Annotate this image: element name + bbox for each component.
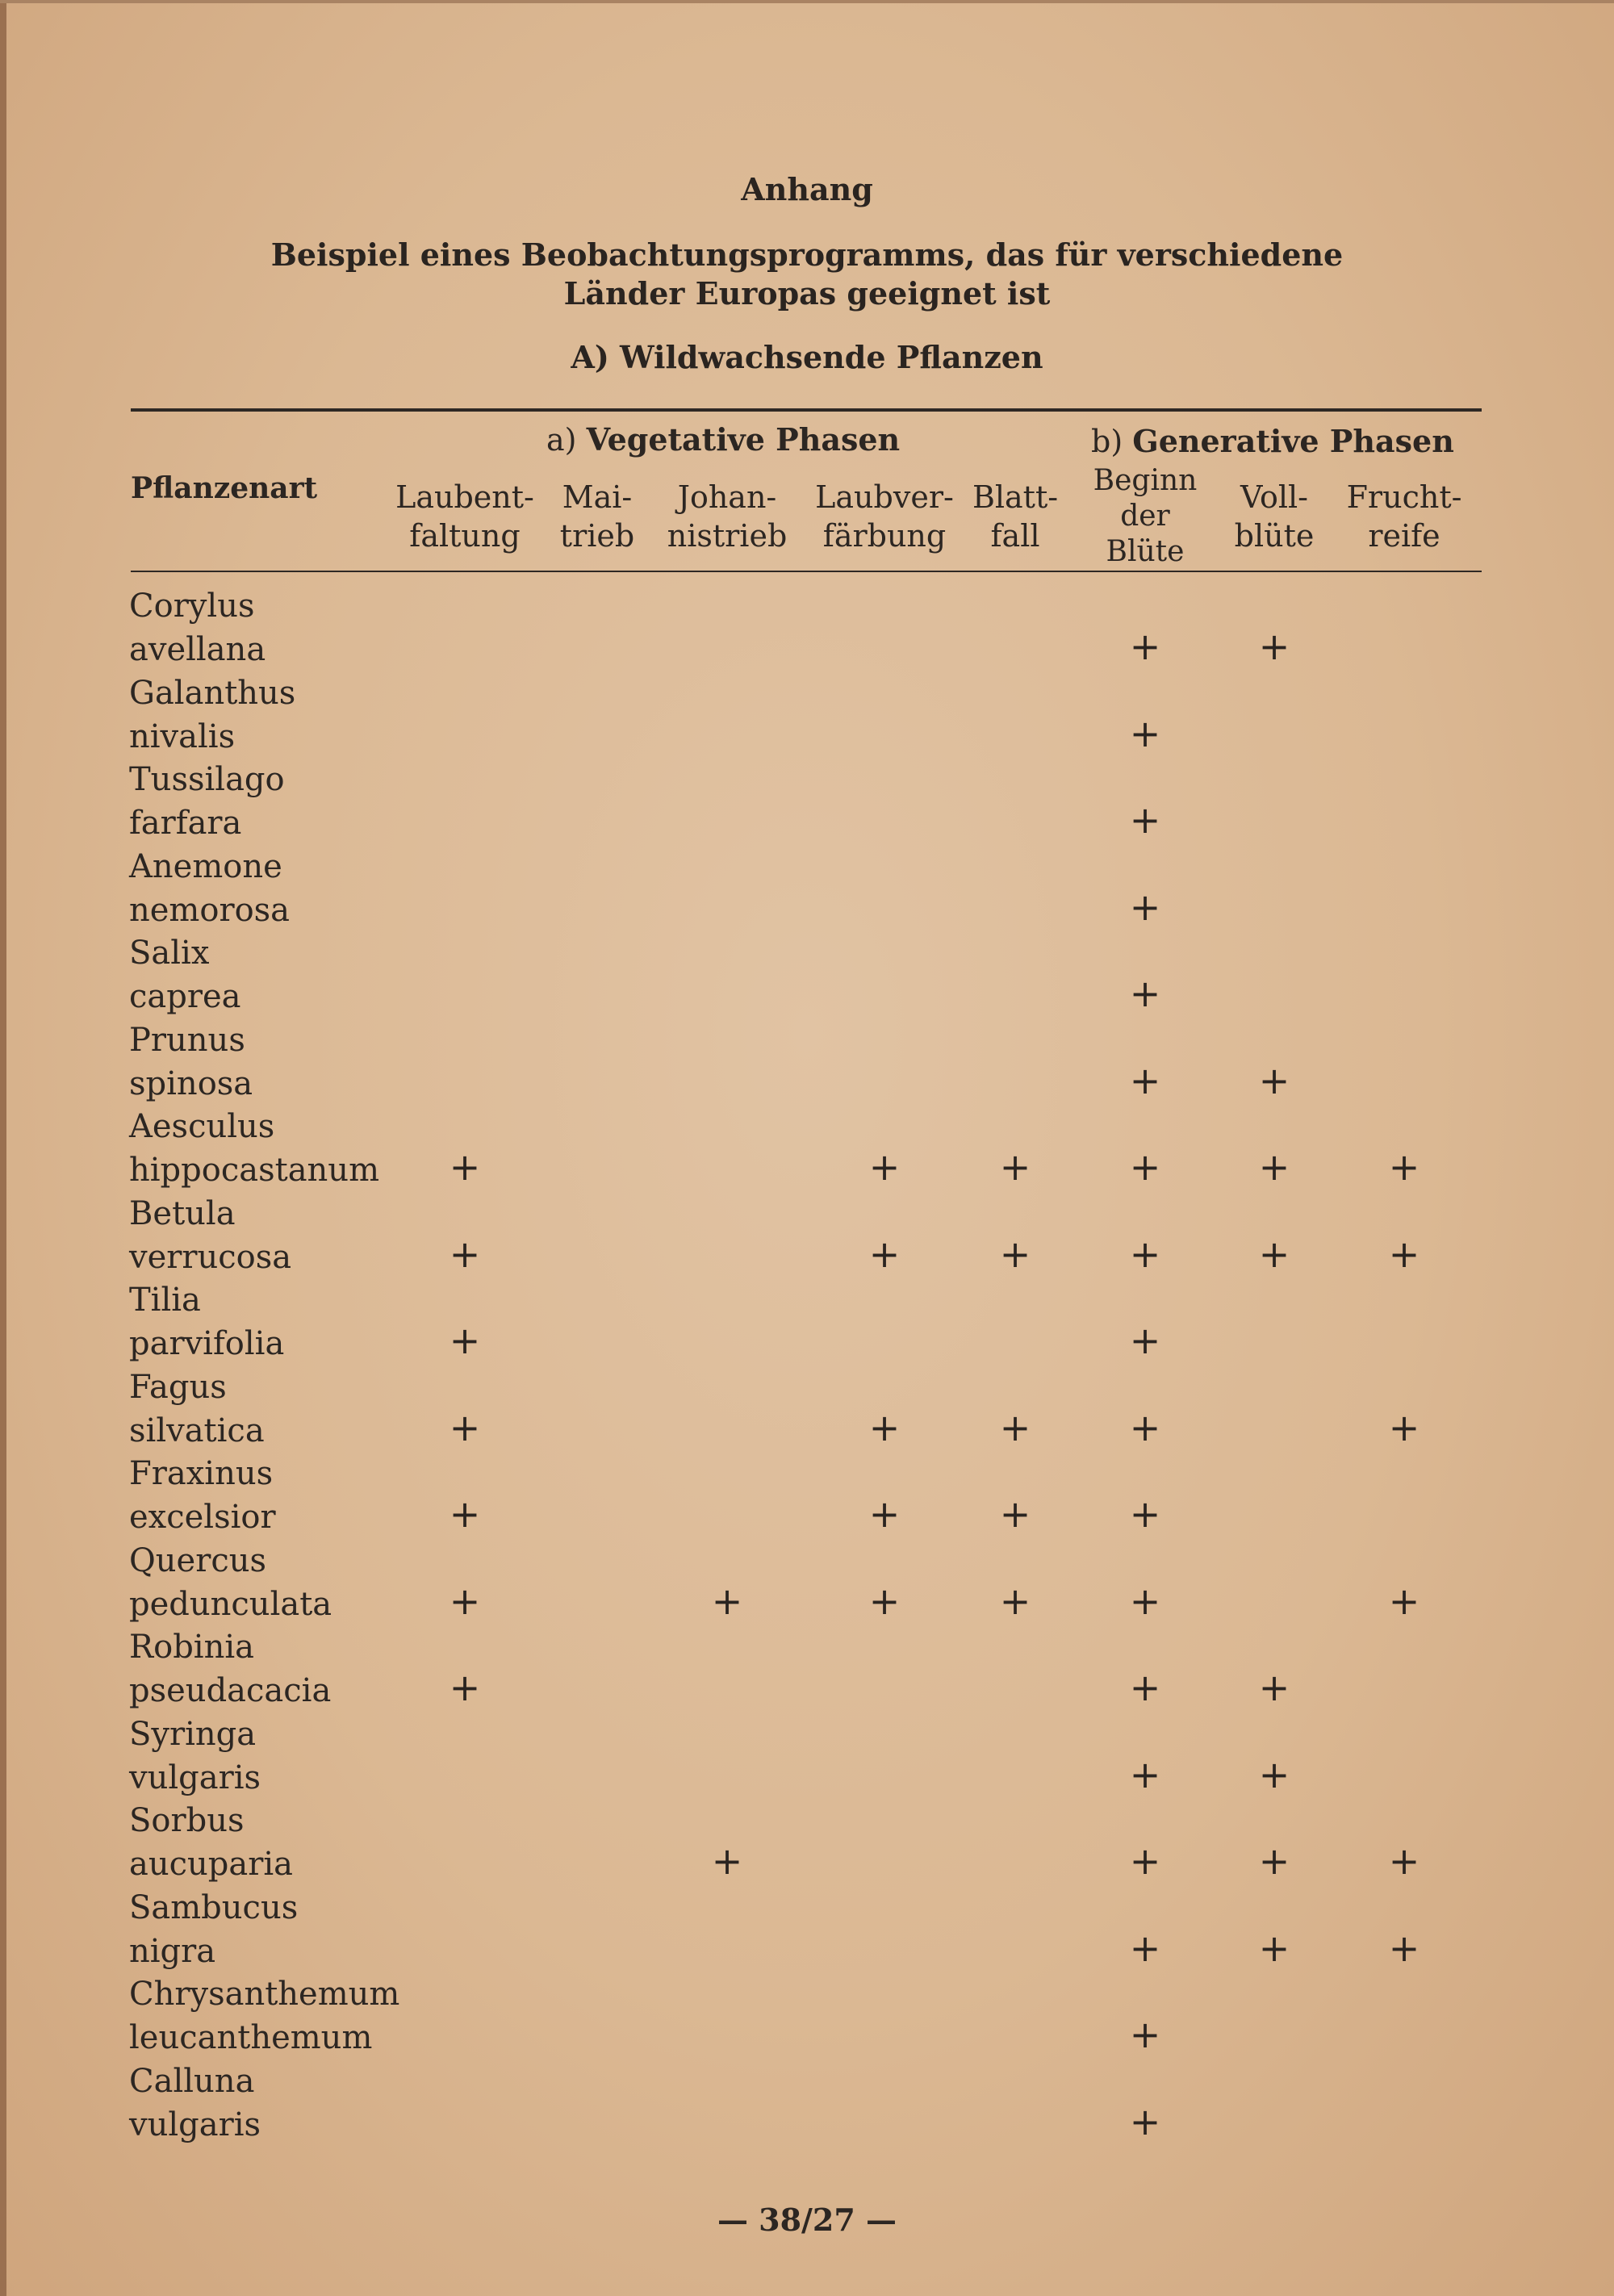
column-header-line: blüte — [1234, 518, 1315, 554]
table-row-species — [129, 1365, 265, 1453]
species-epithet: vulgaris — [129, 1759, 261, 1796]
column-header-line: fall — [990, 518, 1040, 554]
species-genus: Syringa — [129, 1716, 257, 1753]
group-header-generative — [1091, 423, 1454, 459]
plus-mark: + — [1258, 1839, 1290, 1883]
plus-mark: + — [1129, 1406, 1161, 1449]
plus-mark: + — [449, 1579, 481, 1623]
table-row-species — [129, 1452, 276, 1539]
plus-mark: + — [868, 1145, 901, 1189]
plus-mark: + — [449, 1406, 481, 1449]
plus-mark: + — [868, 1579, 901, 1623]
species-genus: Tilia — [129, 1282, 201, 1319]
plus-mark: + — [999, 1492, 1031, 1536]
species-genus: Salix — [129, 935, 210, 972]
column-header-line: der — [1120, 500, 1170, 533]
plus-mark: + — [868, 1406, 901, 1449]
column-header-line: Laubent- — [395, 479, 534, 515]
table-row-species — [129, 671, 295, 759]
column-header-laubverfaerbung — [815, 478, 954, 555]
species-epithet: parvifolia — [129, 1325, 285, 1362]
column-header-line: reife — [1368, 518, 1440, 554]
page-number: — 38/27 — — [717, 2202, 897, 2238]
plus-mark: + — [1129, 2100, 1161, 2143]
table-row-species — [129, 931, 241, 1018]
species-genus: Quercus — [129, 1542, 267, 1579]
table-row-species — [129, 1799, 293, 1886]
table-row-species — [129, 1192, 291, 1279]
plus-mark: + — [1258, 1059, 1290, 1102]
column-header-line: Mai- — [562, 479, 633, 515]
column-header-blattfall — [972, 478, 1058, 555]
plus-mark: + — [449, 1666, 481, 1709]
column-header-line: Beginn — [1093, 464, 1198, 497]
species-genus: Betula — [129, 1195, 236, 1232]
column-header-beginn-der-bluete — [1093, 463, 1198, 570]
plus-mark: + — [711, 1839, 743, 1883]
plus-mark: + — [1129, 885, 1161, 929]
species-genus: Robinia — [129, 1629, 254, 1666]
species-epithet: pseudacacia — [129, 1672, 332, 1709]
plus-mark: + — [1388, 1145, 1420, 1189]
group-header-vegetative — [546, 421, 900, 458]
plus-mark: + — [1129, 1319, 1161, 1362]
plus-mark: + — [1129, 2013, 1161, 2056]
plus-mark: + — [1388, 1406, 1420, 1449]
column-header-maitrieb — [560, 478, 634, 555]
table-row-species — [129, 584, 266, 671]
table-row-species — [129, 1713, 261, 1800]
species-epithet: spinosa — [129, 1065, 253, 1102]
plus-mark: + — [1258, 1926, 1290, 1970]
species-epithet: caprea — [129, 978, 241, 1015]
plus-mark: + — [1129, 1492, 1161, 1536]
plus-mark: + — [868, 1492, 901, 1536]
plus-mark: + — [1129, 1579, 1161, 1623]
species-epithet: nivalis — [129, 718, 236, 755]
column-header-line: färbung — [822, 518, 947, 554]
species-epithet: nemorosa — [129, 892, 291, 929]
plus-mark: + — [1258, 1753, 1290, 1796]
plus-mark: + — [1129, 1059, 1161, 1102]
table-row-species — [129, 758, 285, 845]
species-genus: Anemone — [129, 848, 282, 885]
column-header-line: Blüte — [1106, 535, 1185, 568]
species-epithet: excelsior — [129, 1499, 276, 1536]
section-title: A) Wildwachsende Pflanzen — [571, 339, 1043, 375]
table-row-species — [129, 1539, 332, 1626]
species-genus: Chrysanthemum — [129, 1976, 400, 2013]
column-header-line: Laubver- — [815, 479, 954, 515]
species-epithet: silvatica — [129, 1412, 265, 1449]
group-prefix: b) — [1091, 424, 1123, 459]
plus-mark: + — [1129, 1232, 1161, 1276]
group-label: Vegetative Phasen — [586, 421, 901, 458]
species-genus: Calluna — [129, 2063, 255, 2100]
species-epithet: leucanthemum — [129, 2019, 373, 2056]
plus-mark: + — [449, 1145, 481, 1189]
table-row-species — [129, 845, 290, 932]
plus-mark: + — [1388, 1579, 1420, 1623]
subtitle-line-2: Länder Europas geeignet ist — [563, 275, 1051, 312]
plus-mark: + — [999, 1232, 1031, 1276]
plus-mark: + — [1129, 1753, 1161, 1796]
species-genus: Corylus — [129, 588, 255, 625]
page-title: Anhang — [741, 171, 873, 207]
species-genus: Prunus — [129, 1022, 245, 1059]
column-header-johannistrieb — [667, 478, 788, 555]
plus-mark: + — [1388, 1232, 1420, 1276]
plus-mark: + — [449, 1319, 481, 1362]
plus-mark: + — [1129, 798, 1161, 842]
plus-mark: + — [1129, 1666, 1161, 1709]
table-row-species — [129, 1972, 399, 2060]
subtitle-line-1: Beispiel eines Beobachtungsprogramms, das für verschiedene — [270, 236, 1344, 273]
table-row-species — [129, 2060, 261, 2147]
plus-mark: + — [1129, 712, 1161, 755]
page-edge-top — [0, 0, 1614, 3]
column-header-line: Blatt- — [972, 479, 1059, 515]
species-genus: Sambucus — [129, 1889, 299, 1926]
plus-mark: + — [1129, 1145, 1161, 1189]
plus-mark: + — [999, 1579, 1031, 1623]
table-row-species — [129, 1018, 253, 1106]
species-epithet: pedunculata — [129, 1586, 332, 1623]
table-row-species — [129, 1278, 284, 1365]
plus-mark: + — [1129, 1839, 1161, 1883]
species-genus: Aesculus — [129, 1108, 275, 1145]
plus-mark: + — [1388, 1926, 1420, 1970]
column-header-line: Voll- — [1240, 479, 1308, 515]
plus-mark: + — [711, 1579, 743, 1623]
species-genus: Fagus — [129, 1369, 227, 1406]
column-header-line: nistrieb — [667, 518, 788, 554]
plus-mark: + — [1129, 972, 1161, 1015]
column-header-line: Johan- — [677, 479, 777, 515]
species-genus: Fraxinus — [129, 1455, 274, 1492]
plus-mark: + — [868, 1232, 901, 1276]
column-header-line: faltung — [409, 518, 521, 554]
species-epithet: vulgaris — [129, 2106, 261, 2143]
plus-mark: + — [999, 1145, 1031, 1189]
plus-mark: + — [1129, 1926, 1161, 1970]
group-prefix: a) — [546, 422, 577, 458]
column-header-fruchtreife — [1347, 478, 1462, 555]
species-epithet: aucuparia — [129, 1846, 293, 1883]
plus-mark: + — [1258, 625, 1290, 668]
plus-mark: + — [1258, 1666, 1290, 1709]
species-genus: Galanthus — [129, 675, 296, 712]
column-header-vollbluete — [1235, 478, 1315, 555]
column-header-pflanzenart: Pflanzenart — [131, 471, 318, 505]
plus-mark: + — [1258, 1145, 1290, 1189]
plus-mark: + — [449, 1492, 481, 1536]
species-epithet: nigra — [129, 1933, 216, 1970]
species-epithet: hippocastanum — [129, 1152, 379, 1189]
table-header-rule — [131, 571, 1482, 572]
plus-mark: + — [449, 1232, 481, 1276]
table-row-species — [129, 1105, 379, 1192]
table-row-species — [129, 1625, 331, 1713]
table-top-rule — [131, 408, 1482, 412]
column-header-line: trieb — [559, 518, 635, 554]
group-label: Generative Phasen — [1132, 423, 1454, 459]
column-header-line: Frucht- — [1346, 479, 1462, 515]
species-epithet: farfara — [129, 805, 242, 842]
species-epithet: avellana — [129, 631, 266, 668]
species-genus: Tussilago — [129, 761, 285, 798]
plus-mark: + — [1258, 1232, 1290, 1276]
species-epithet: verrucosa — [129, 1239, 292, 1276]
table-row-species — [129, 1886, 298, 1973]
plus-mark: + — [1129, 625, 1161, 668]
column-header-laubentfaltung — [395, 478, 534, 555]
species-genus: Sorbus — [129, 1802, 245, 1839]
plus-mark: + — [999, 1406, 1031, 1449]
plus-mark: + — [1388, 1839, 1420, 1883]
